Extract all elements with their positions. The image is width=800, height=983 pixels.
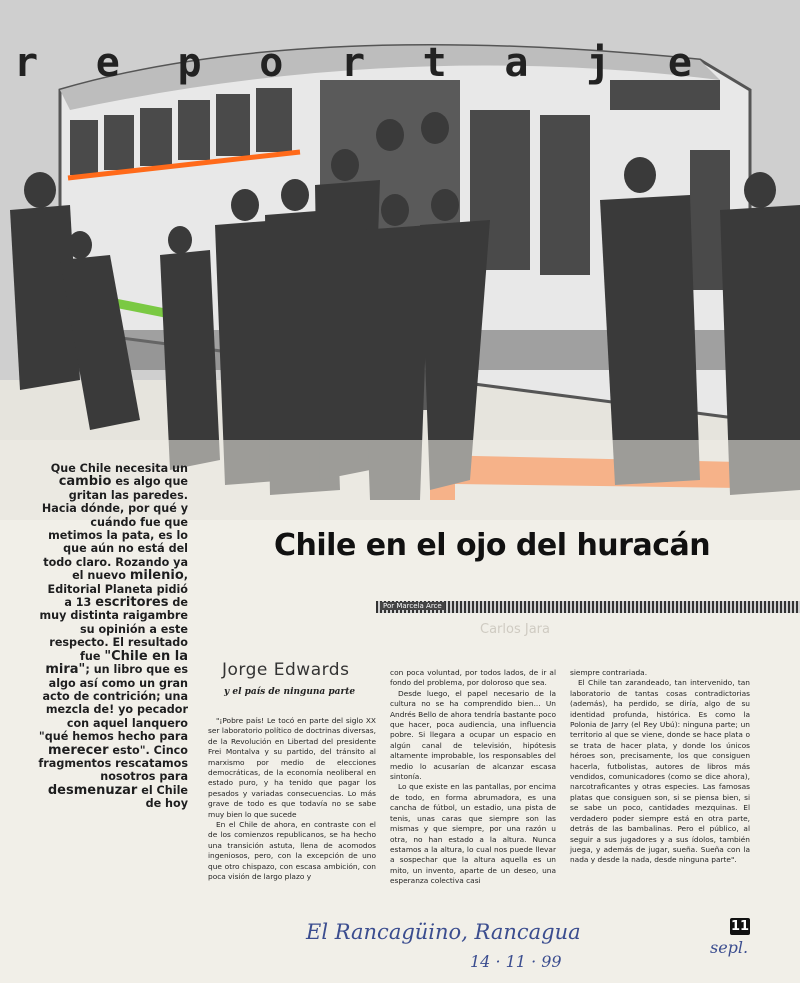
section-letter: e xyxy=(667,40,694,86)
article-column-2 xyxy=(390,668,556,887)
paragraph: En el Chile de ahora, en contraste con el de los comienzos republicanos, se ha hecho una transición astuta, llena de acomodos ingeniosos, pero, con la excepción de uno que otro chispazo, con escasa ambición, con poca visión de largo plazo y xyxy=(208,820,376,882)
intro-text: esto". Cinco fragmentos rescatamos nosotros para xyxy=(38,743,188,784)
intro-emphasis: "Chile en la mira" xyxy=(45,648,188,678)
section-letter: r xyxy=(340,40,368,86)
bleed-through-text: Carlos Jara xyxy=(480,622,550,637)
section-letter: o xyxy=(259,40,286,86)
handwritten-source: El Rancagüino, Rancagua xyxy=(306,920,581,944)
article-column-1 xyxy=(208,716,376,883)
handwritten-date: 14 · 11 · 99 xyxy=(470,952,562,971)
intro-text: de muy distinta raigambre su opinión a este respecto. El resultado fue xyxy=(39,596,188,663)
section-letter: t xyxy=(422,40,449,86)
intro-text: Que Chile necesita un xyxy=(50,462,188,475)
byline: Por Marcela Arce xyxy=(380,602,445,610)
section-letter: p xyxy=(177,40,204,86)
section-letter: r xyxy=(14,40,41,86)
paragraph: con poca voluntad, por todos lados, de ir al fondo del problema, por doloroso que sea. xyxy=(390,668,556,688)
section-letter: a xyxy=(504,40,531,86)
paragraph: El Chile tan zarandeado, tan intervenido, tan laboratorio de tantas cosas contradictorias (además), ha perdido, se diría, algo de su identidad profunda, histórica. Es como la Polonia de Jarry (el Rey Ubú): ninguna parte; un territorio al que se viene, donde se hace plata o se trata de hacer plata, y donde los únicos héroes son, precisamente, los que consiguen hacerla, futbolistas, autores de libros más vendidos, comunicadores (como se dice ahora), narcotraficantes y otras especies. Las famosas platas que consiguen son, si se piensa bien, si se sabe un poco, cantidades mezquinas. El verdadero poder siempre está en otra parte, detrás de las bambalinas. Pero el público, al seguir a sus jugadores y a sus ídolos, también juega, y además de jugar, sueña. Sueña con la nada y desde la nada, desde ninguna parte". xyxy=(570,678,750,865)
author-subtitle: y el país de ninguna parte xyxy=(224,687,356,697)
intro-emphasis: desmenuzar xyxy=(47,782,138,798)
intro-text: , Editorial Planeta pidió a 13 xyxy=(47,569,188,610)
intro-emphasis: escritores xyxy=(95,595,169,611)
page-number: 11 xyxy=(730,919,750,934)
section-letter: j xyxy=(586,40,613,86)
article-headline: Chile en el ojo del huracán xyxy=(274,528,711,563)
intro-text: el Chile de hoy xyxy=(137,783,188,811)
intro-emphasis: merecer xyxy=(47,742,109,758)
article-column-3 xyxy=(570,668,750,866)
author-name: Jorge Edwards xyxy=(222,660,350,680)
section-letter: e xyxy=(95,40,122,86)
paragraph: Desde luego, el papel necesario de la cultura no se ha comprendido bien... Un Andrés Bello de ahora tendría bastante poco que hacer, poca audiencia, una influencia pobre. Si llegara a ocupar un espacio en algún canal de televisión, hipótesis altamente improbable, los responsables del medio lo acusarían de alcanzar escasa sintonía. xyxy=(390,688,556,782)
intro-text: ; un libro que es algo así como un gran acto de contrición; una mezcla de! yo pecador con aquel lanquero "qué hemos hecho para xyxy=(38,663,188,744)
paragraph: Lo que existe en las pantallas, por encima de todo, en forma abrumadora, es una cancha de fútbol, un estadio, una pista de tenis, unas caras que siempre son las mismas y que siempre, por una razón u otra, no han estado a la altura. Nunca estamos a la altura, lo cual nos puede llevar a sospechar que la altura aquella es un mito, un invento, aparte de un deseo, una esperanza colectiva casi xyxy=(390,782,556,886)
intro-text: es algo que gritan las paredes. Hacia dónde, por qué y cuándo fue que metimos la pata, es lo que aún no está del todo claro. Rozando ya el nuevo xyxy=(41,475,188,583)
paragraph: siempre contrariada. xyxy=(570,668,648,677)
intro-emphasis: milenio xyxy=(129,568,184,584)
paragraph: "¡Pobre país! Le tocó en parte del siglo XX ser laboratorio político de doctrinas diversas, de la Revolución en Libertad del presidente Frei Montalva y su partido, del tránsito al marxismo por medio de elecciones democráticas, de la economía neoliberal en estado puro, y ha tenido que pagar los pesados y variadas consecuencias. Lo más grave de todo es que todavía no se sabe muy bien lo que sucede xyxy=(208,716,376,819)
intro-blurb xyxy=(38,462,188,811)
section-title-reportaje xyxy=(14,40,694,86)
intro-emphasis: cambio xyxy=(58,474,112,490)
handwritten-note: sepl. xyxy=(710,938,749,957)
